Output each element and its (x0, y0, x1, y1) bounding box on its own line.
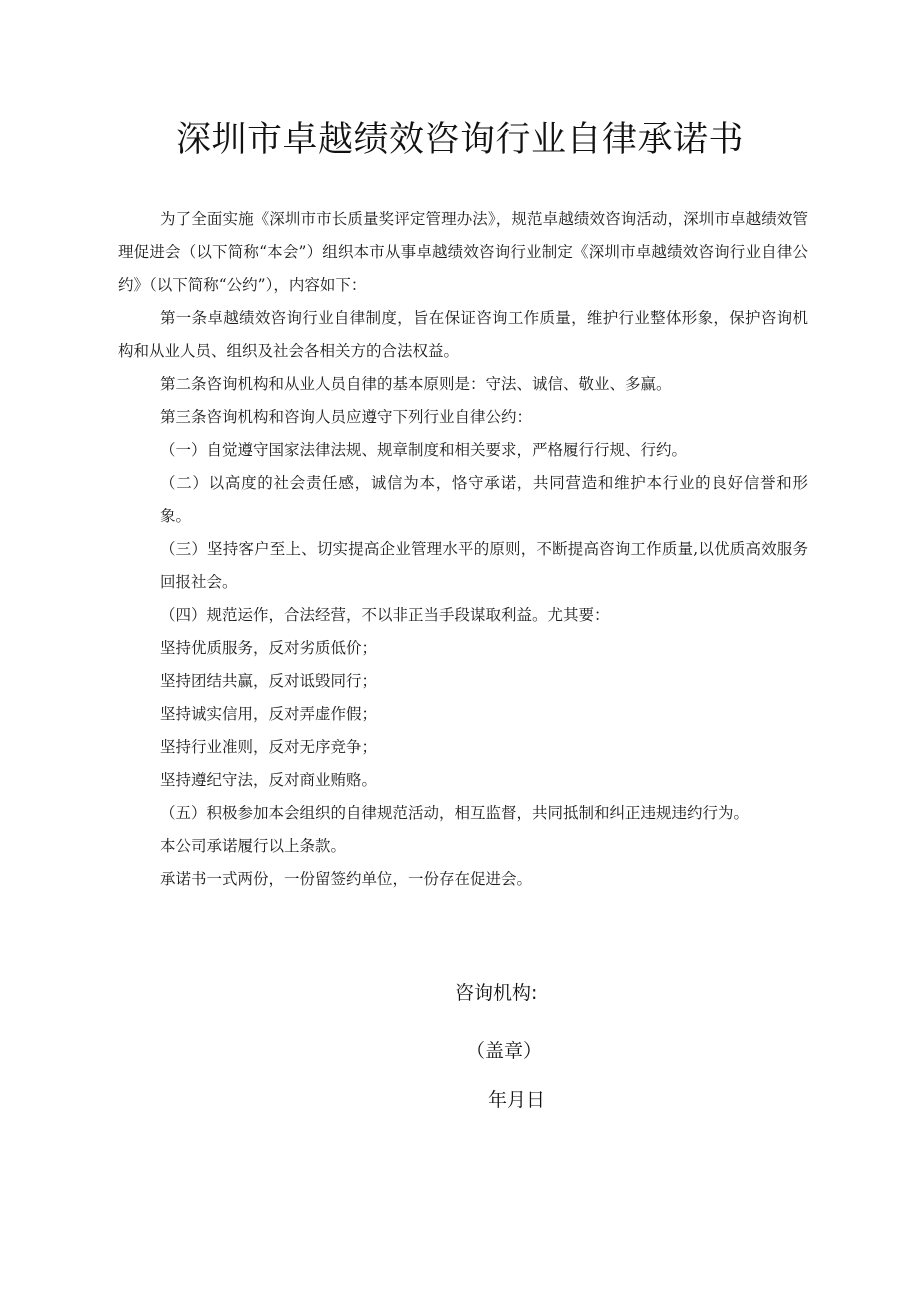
seal-label: （盖章） (466, 1040, 543, 1062)
list-item: 坚持行业准则，反对无序竞争； (160, 738, 378, 756)
list-item: 坚持优质服务，反对劣质低价； (160, 639, 378, 657)
clause-5: （五）积极参加本会组织的自律规范活动，相互监督，共同抵制和纠正违规违约行为。 (160, 804, 750, 822)
clause-2: （二）以高度的社会责任感，诚信为本，恪守承诺，共同营造和维护本行业的良好信誉和形象。 (160, 474, 808, 525)
intro-paragraph: 为了全面实施《深圳市市长质量奖评定管理办法》，规范卓越绩效咨询活动，深圳市卓越绩效管理促进会（以下简称“本会”）组织本市从事卓越绩效咨询行业制定《深圳市卓越绩效咨询行业自律公约》（以下简称“公约”），内容如下： (118, 210, 808, 294)
list-item: 坚持诚实信用，反对弄虚作假； (160, 705, 378, 723)
date-label: 年月日 (488, 1089, 546, 1111)
clause-1: （一）自觉遵守国家法律法规、规章制度和相关要求，严格履行行规、行约。 (160, 441, 688, 459)
article-3: 第三条咨询机构和咨询人员应遵守下列行业自律公约： (160, 408, 533, 426)
clause-3: （三）坚持客户至上、切实提高企业管理水平的原则，不断提高咨询工作质量,以优质高效服务回报社会。 (160, 540, 808, 591)
commitment-statement: 本公司承诺履行以上条款。 (160, 837, 347, 855)
clause-4: （四）规范运作，合法经营，不以非正当手段谋取利益。尤其要： (160, 606, 610, 624)
document-title: 深圳市卓越绩效咨询行业自律承诺书 (175, 120, 744, 160)
list-item: 坚持团结共赢，反对诋毁同行； (160, 672, 378, 690)
article-2: 第二条咨询机构和从业人员自律的基本原则是：守法、诚信、敬业、多赢。 (160, 375, 672, 393)
copies-statement: 承诺书一式两份，一份留签约单位，一份存在促进会。 (160, 870, 533, 888)
list-item: 坚持遵纪守法，反对商业贿赂。 (160, 771, 378, 789)
org-signature-label: 咨询机构: (455, 982, 538, 1004)
document-body (118, 203, 808, 896)
article-1: 第一条卓越绩效咨询行业自律制度，旨在保证咨询工作质量，维护行业整体形象，保护咨询机构和从业人员、组织及社会各相关方的合法权益。 (118, 309, 808, 360)
